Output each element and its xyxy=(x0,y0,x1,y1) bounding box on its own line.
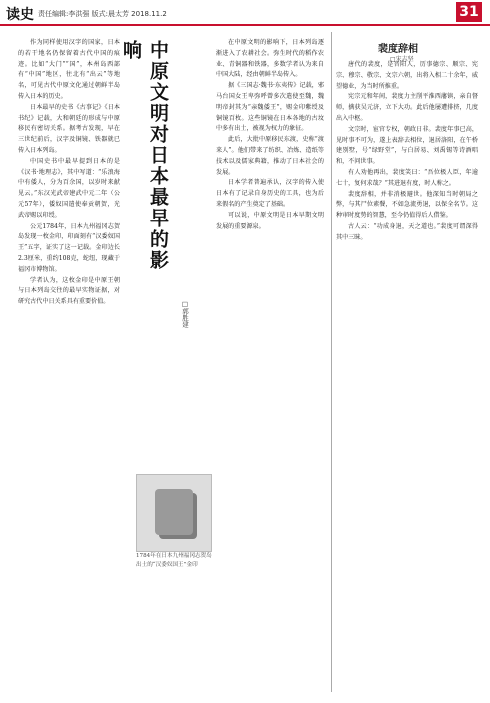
sidebar-column xyxy=(336,60,478,690)
column-logo: 读史 xyxy=(6,7,34,23)
paragraph: 宪宗元和年间，裴度力主削平淮西藩镇，亲自督师，擒获吴元济，立下大功。此后他屡遭排挤，几度出入中枢。 xyxy=(336,93,478,122)
paragraph: 在中原文明的影响下，日本列岛逐渐进入了农耕社会。弥生时代的稻作农业、青铜器和铁器，多数学者认为来自中国大陆，经由朝鲜半岛传入。 xyxy=(216,39,324,79)
paragraph: 此后，大批中原移民东渡，史称“渡来人”。他们带来了纺织、冶炼、造纸等技术以及儒家典籍，推动了日本社会的发展。 xyxy=(216,136,324,176)
paragraph: 古人云：“功成身退，天之道也。”裴度可谓深得其中三昧。 xyxy=(336,222,478,241)
sidebar-author: □宋志坚 xyxy=(390,56,414,63)
page-number: 31 xyxy=(456,2,482,22)
paragraph: 可以说，中原文明是日本早期文明发展的重要源泉。 xyxy=(216,211,324,230)
gold-seal-photo xyxy=(136,474,212,552)
paragraph: 裴度辞相，并非消极避世。他深知当时朝局之弊，与其尸位素餐，不如急流勇退，以保全名节。这种审时度势的智慧，至今仍值得后人借鉴。 xyxy=(336,190,478,220)
paragraph: 学者认为，这枚金印是中原王朝与日本列岛交往的最早实物证据，对研究古代中日关系具有重要价值。 xyxy=(18,276,120,306)
article-author: □郭胜建 xyxy=(181,300,189,328)
page-header xyxy=(0,0,490,26)
article-column-1 xyxy=(18,38,120,688)
header-rule xyxy=(0,24,490,26)
header-info: 责任编辑:李洪强 版式:晨太芳 2018.11.2 xyxy=(38,10,167,18)
paragraph: 文宗时，宦官专权，朝政日非。裴度年事已高，见时事不可为，遂上表辞去相位，退居洛阳，在午桥建别墅，号“绿野堂”，与白居易、刘禹锡等诗酒唱和，不问世事。 xyxy=(336,125,478,166)
column-divider xyxy=(331,32,332,692)
sidebar-title: 裴度辞相 xyxy=(378,44,418,55)
paragraph: 唐代的裴度，是晋阳人，历事德宗、顺宗、宪宗、穆宗、敬宗、文宗六朝，出将入相二十余年，威望德业，为当时所推重。 xyxy=(336,61,478,90)
paragraph: 中国史书中最早提到日本的是《汉书·地理志》，其中写道：“乐浪海中有倭人，分为百余国，以岁时来献见云。”东汉光武帝建武中元二年（公元57年），倭奴国遣使奉贡朝贺，光武帝赐以印绶。 xyxy=(18,157,120,219)
article-title: 中原文明对日本最早的影响 xyxy=(120,40,169,271)
article-column-2 xyxy=(216,38,324,688)
paragraph: 有人劝他再出，裴度笑曰：“吾位极人臣，年逾七十，复何求哉？”其进退有度，时人称之。 xyxy=(336,168,478,187)
paragraph: 作为同样使用汉字的国家，日本的若干地名仍保留着古代中国的痕迹。比如“大门”“国”，本州岛西部有“中国”地区，往北有“出云”等地名，可见古代中原文化通过朝鲜半岛传入日本的历史。 xyxy=(18,39,120,100)
paragraph: 公元1784年，日本九州福冈志贺岛发现一枚金印，印面刻有“汉委奴国王”五字，证实了这一记载。金印边长2.3厘米，重约108克，蛇纽，现藏于福冈市博物馆。 xyxy=(18,222,120,273)
paragraph: 日本最早的史书《古事记》《日本书纪》记载，大和朝廷的形成与中原移民有密切关系。据考古发现，早在三世纪前后，汉字及铜镜、铁器就已传入日本列岛。 xyxy=(18,103,120,154)
paragraph: 据《三国志·魏书·东夷传》记载，邪马台国女王卑弥呼曾多次遣使至魏，魏明帝封其为“亲魏倭王”，赐金印紫绶及铜镜百枚。这些铜镜在日本各地的古坟中多有出土，被视为权力的象征。 xyxy=(216,82,324,133)
photo-caption: 1784年在日本九州福冈志贺岛出土的“汉委奴国王”金印 xyxy=(136,553,212,568)
paragraph: 日本学者普遍承认，汉字的传入使日本有了记录自身历史的工具，也为后来假名的产生奠定了基础。 xyxy=(216,179,324,208)
